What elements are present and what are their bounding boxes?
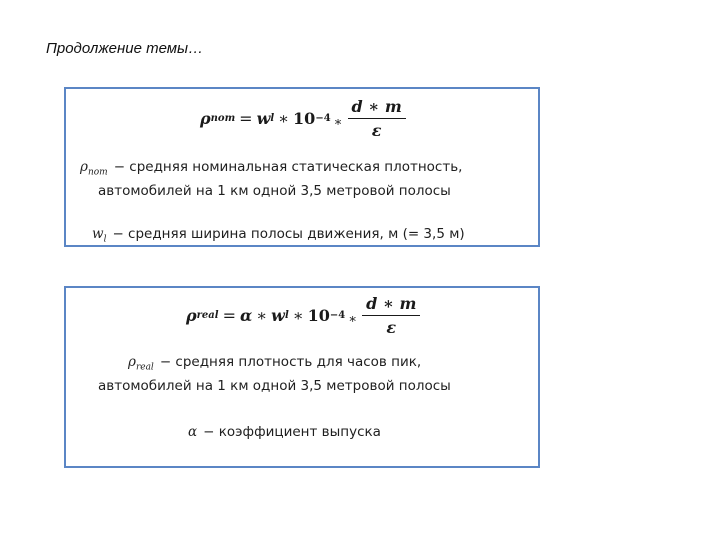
rho-subscript: real: [196, 310, 219, 321]
definition-text: − коэффициент выпуска: [203, 424, 381, 440]
equals-sign: =: [239, 109, 253, 128]
multiply-sign: ∗: [348, 312, 358, 327]
rho-symbol: ρ: [200, 109, 211, 128]
definition-rho-nom: [80, 159, 462, 178]
formula-panel-nominal: [64, 87, 540, 247]
ten-exponent: −4: [315, 113, 331, 124]
rho-symbol: ρ: [186, 306, 197, 325]
definition-rho-real-line2: автомобилей на 1 км одной 3,5 метровой полосы: [98, 378, 451, 394]
rho-subscript: nom: [210, 113, 236, 124]
w-symbol: w: [92, 226, 104, 242]
w-subscript: l: [284, 310, 289, 321]
fraction-denominator: ε: [371, 121, 382, 140]
fraction: [362, 294, 420, 337]
formula-panel-real: [64, 286, 540, 468]
real-density-formula: [186, 294, 420, 337]
rho-symbol: ρ: [80, 159, 88, 175]
multiply-sign: ∗: [292, 306, 304, 325]
alpha-symbol: α: [188, 424, 198, 440]
definition-w-l: [92, 226, 465, 245]
ten-base: 10: [307, 306, 330, 325]
multiply-sign: ∗: [278, 109, 290, 128]
definition-text: − средняя ширина полосы движения, м (= 3,5 м): [112, 226, 465, 242]
definition-rho-real: [128, 354, 421, 373]
rho-symbol: ρ: [128, 354, 136, 370]
fraction: [348, 97, 406, 140]
w-symbol: w: [256, 109, 271, 128]
alpha-symbol: α: [239, 306, 253, 325]
slide-title: Продолжение темы…: [46, 40, 204, 57]
nominal-density-formula: [200, 97, 406, 140]
fraction-denominator: ε: [386, 318, 397, 337]
ten-base: 10: [293, 109, 316, 128]
equals-sign: =: [222, 306, 236, 325]
w-symbol: w: [271, 306, 285, 325]
fraction-numerator: d ∗ m: [362, 294, 420, 316]
multiply-sign: ∗: [333, 115, 343, 130]
fraction-numerator: d ∗ m: [348, 97, 406, 119]
rho-subscript: real: [135, 362, 154, 373]
multiply-sign: ∗: [256, 306, 268, 325]
definition-text: − средняя плотность для часов пик,: [159, 354, 422, 370]
definition-alpha: [188, 424, 381, 440]
w-subscript: l: [270, 113, 275, 124]
rho-subscript: nom: [87, 167, 108, 178]
w-subscript: l: [103, 234, 107, 245]
definition-rho-nom-line2: автомобилей на 1 км одной 3,5 метровой полосы: [98, 183, 451, 199]
definition-text: − средняя номинальная статическая плотность,: [113, 159, 463, 175]
ten-exponent: −4: [329, 310, 346, 321]
